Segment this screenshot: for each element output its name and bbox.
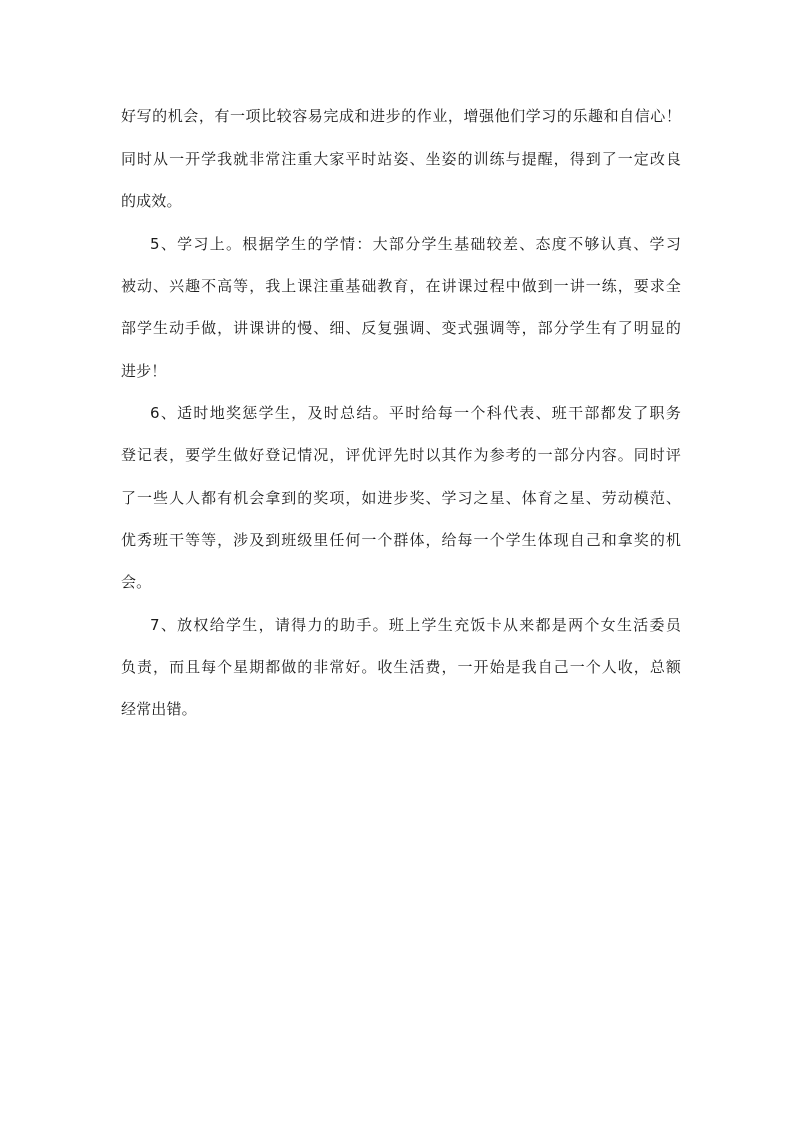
paragraph-line: 5、学习上。根据学生的学情：大部分学生基础较差、态度不够认真、学习 xyxy=(150,235,681,253)
paragraph-line: 登记表，要学生做好登记情况，评优评先时以其作为参考的一部分内容。同时评 xyxy=(121,446,681,464)
paragraph-line: 同时从一开学我就非常注重大家平时站姿、坐姿的训练与提醒，得到了一定改良 xyxy=(121,150,681,168)
paragraph-line: 的成效。 xyxy=(121,192,182,210)
paragraph-line: 经常出错。 xyxy=(121,700,197,718)
paragraph-line: 部学生动手做，讲课讲的慢、细、反复强调、变式强调等，部分学生有了明显的 xyxy=(121,319,681,337)
paragraph-line: 会。 xyxy=(121,573,152,591)
paragraph-line: 7、放权给学生，请得力的助手。班上学生充饭卡从来都是两个女生活委员 xyxy=(150,616,681,634)
paragraph-line: 被动、兴趣不高等，我上课注重基础教育，在讲课过程中做到一讲一练，要求全 xyxy=(121,277,681,295)
paragraph-line: 进步！ xyxy=(121,362,167,380)
paragraph-line: 好写的机会，有一项比较容易完成和进步的作业，增强他们学习的乐趣和自信心！ xyxy=(121,107,681,125)
paragraph-line: 了一些人人都有机会拿到的奖项，如进步奖、学习之星、体育之星、劳动模范、 xyxy=(121,489,681,507)
paragraph-line: 负责，而且每个星期都做的非常好。收生活费，一开始是我自己一个人收，总额 xyxy=(121,658,681,676)
paragraph-line: 优秀班干等等，涉及到班级里任何一个群体，给每一个学生体现自己和拿奖的机 xyxy=(121,531,681,549)
paragraph-line: 6、适时地奖惩学生，及时总结。平时给每一个科代表、班干部都发了职务 xyxy=(150,404,681,422)
